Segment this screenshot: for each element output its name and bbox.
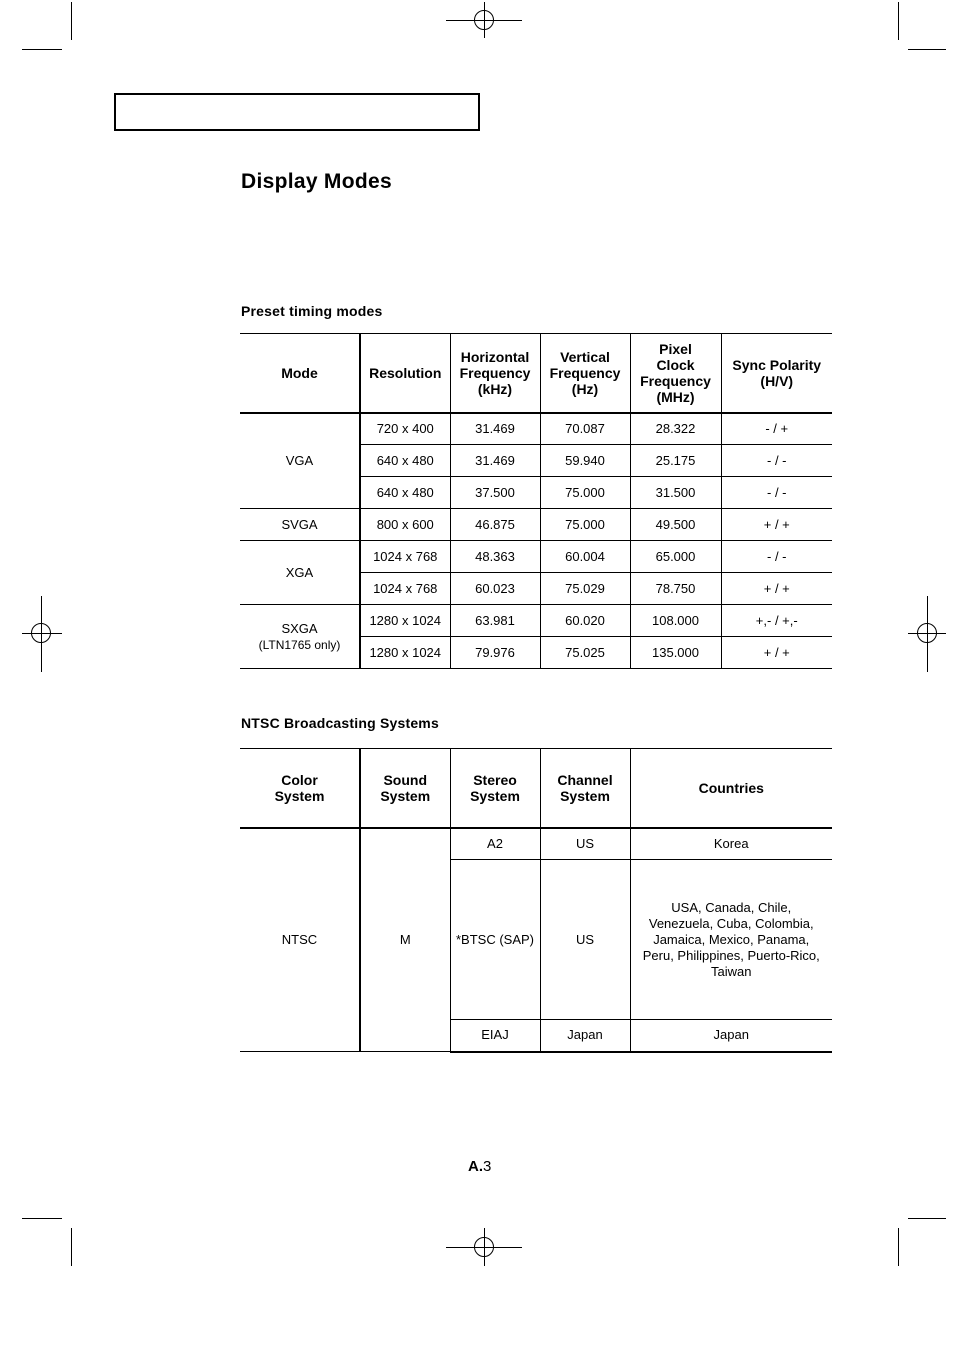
mode-cell: VGA bbox=[240, 413, 360, 509]
vfreq-cell: 60.020 bbox=[540, 605, 630, 637]
header-countries: Countries bbox=[630, 749, 832, 828]
vfreq-cell: 75.000 bbox=[540, 477, 630, 509]
header-mode: Mode bbox=[240, 334, 360, 413]
resolution-cell: 1280 x 1024 bbox=[360, 605, 450, 637]
table-row bbox=[240, 541, 832, 573]
header-resolution: Resolution bbox=[360, 334, 450, 413]
sync-cell: + / + bbox=[721, 637, 832, 669]
mode-cell bbox=[240, 605, 360, 669]
hfreq-cell: 31.469 bbox=[450, 445, 540, 477]
resolution-cell: 720 x 400 bbox=[360, 413, 450, 445]
countries-cell: Japan bbox=[630, 1020, 832, 1052]
table-row bbox=[240, 828, 832, 860]
hfreq-cell: 48.363 bbox=[450, 541, 540, 573]
countries-cell: Korea bbox=[630, 828, 832, 860]
hfreq-cell: 79.976 bbox=[450, 637, 540, 669]
vfreq-cell: 59.940 bbox=[540, 445, 630, 477]
hfreq-cell: 31.469 bbox=[450, 413, 540, 445]
page-number: A.3 bbox=[468, 1158, 492, 1175]
sync-cell: +,- / +,- bbox=[721, 605, 832, 637]
channel-cell: US bbox=[540, 860, 630, 1020]
stereo-cell: A2 bbox=[450, 828, 540, 860]
ntsc-systems-table bbox=[240, 748, 832, 1053]
preset-section-title: Preset timing modes bbox=[241, 303, 383, 319]
table-header-row bbox=[240, 749, 832, 828]
sync-cell: + / + bbox=[721, 509, 832, 541]
header-vertical-frequency: Vertical Frequency (Hz) bbox=[540, 334, 630, 413]
resolution-cell: 640 x 480 bbox=[360, 477, 450, 509]
channel-cell: US bbox=[540, 828, 630, 860]
pclock-cell: 108.000 bbox=[630, 605, 721, 637]
pclock-cell: 65.000 bbox=[630, 541, 721, 573]
vfreq-cell: 75.029 bbox=[540, 573, 630, 605]
sync-cell: - / - bbox=[721, 477, 832, 509]
resolution-cell: 1024 x 768 bbox=[360, 573, 450, 605]
table-row bbox=[240, 509, 832, 541]
resolution-cell: 800 x 600 bbox=[360, 509, 450, 541]
sync-cell: - / + bbox=[721, 413, 832, 445]
header-sound-system: Sound System bbox=[360, 749, 450, 828]
countries-cell: USA, Canada, Chile, Venezuela, Cuba, Colombia, Jamaica, Mexico, Panama, Peru, Philippines, Puerto-Rico, Taiwan bbox=[630, 860, 832, 1020]
vfreq-cell: 75.000 bbox=[540, 509, 630, 541]
header-box bbox=[114, 93, 480, 131]
pclock-cell: 135.000 bbox=[630, 637, 721, 669]
hfreq-cell: 37.500 bbox=[450, 477, 540, 509]
header-pixel-clock: Pixel Clock Frequency (MHz) bbox=[630, 334, 721, 413]
vfreq-cell: 70.087 bbox=[540, 413, 630, 445]
pclock-cell: 31.500 bbox=[630, 477, 721, 509]
pclock-cell: 49.500 bbox=[630, 509, 721, 541]
hfreq-cell: 46.875 bbox=[450, 509, 540, 541]
sync-cell: + / + bbox=[721, 573, 832, 605]
preset-timing-table bbox=[240, 333, 832, 669]
mode-cell: XGA bbox=[240, 541, 360, 605]
color-system-cell: NTSC bbox=[240, 828, 360, 1052]
header-color-system: Color System bbox=[240, 749, 360, 828]
sync-cell: - / - bbox=[721, 445, 832, 477]
header-channel-system: Channel System bbox=[540, 749, 630, 828]
channel-cell: Japan bbox=[540, 1020, 630, 1052]
pclock-cell: 78.750 bbox=[630, 573, 721, 605]
stereo-cell: *BTSC (SAP) bbox=[450, 860, 540, 1020]
mode-note: (LTN1765 only) bbox=[258, 637, 341, 652]
table-row bbox=[240, 413, 832, 445]
stereo-cell: EIAJ bbox=[450, 1020, 540, 1052]
mode-label: SXGA bbox=[281, 620, 318, 636]
table-header-row bbox=[240, 334, 832, 413]
resolution-cell: 1024 x 768 bbox=[360, 541, 450, 573]
mode-cell: SVGA bbox=[240, 509, 360, 541]
sync-cell: - / - bbox=[721, 541, 832, 573]
header-sync-polarity: Sync Polarity (H/V) bbox=[721, 334, 832, 413]
resolution-cell: 640 x 480 bbox=[360, 445, 450, 477]
pclock-cell: 25.175 bbox=[630, 445, 721, 477]
pclock-cell: 28.322 bbox=[630, 413, 721, 445]
page-title: Display Modes bbox=[241, 170, 392, 193]
header-horizontal-frequency: Horizontal Frequency (kHz) bbox=[450, 334, 540, 413]
hfreq-cell: 60.023 bbox=[450, 573, 540, 605]
header-stereo-system: Stereo System bbox=[450, 749, 540, 828]
vfreq-cell: 75.025 bbox=[540, 637, 630, 669]
table-row bbox=[240, 605, 832, 637]
vfreq-cell: 60.004 bbox=[540, 541, 630, 573]
ntsc-section-title: NTSC Broadcasting Systems bbox=[241, 715, 439, 731]
hfreq-cell: 63.981 bbox=[450, 605, 540, 637]
sound-system-cell: M bbox=[360, 828, 450, 1052]
resolution-cell: 1280 x 1024 bbox=[360, 637, 450, 669]
